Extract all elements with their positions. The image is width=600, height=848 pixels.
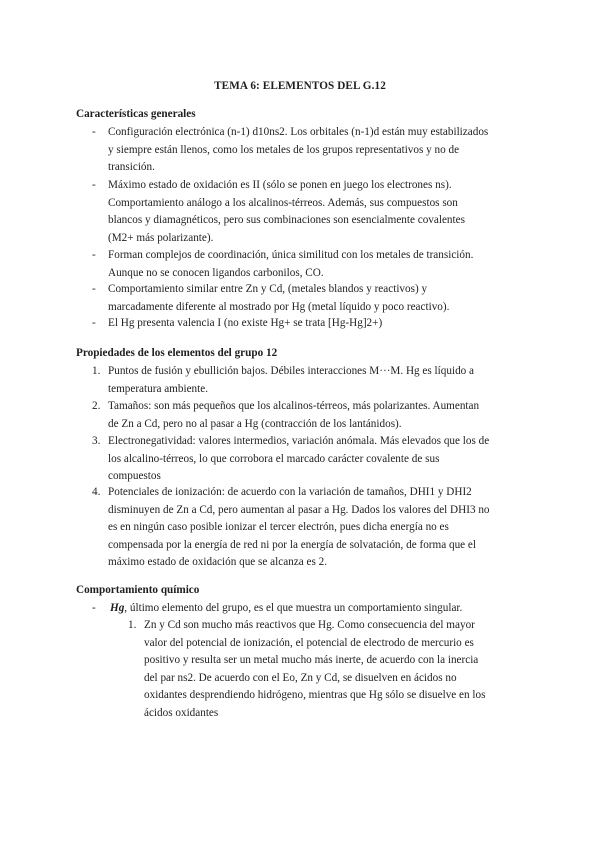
text-line: es en ningún caso posible ionizar el tercer electrón, pues dicha energía no es bbox=[108, 521, 449, 534]
text-line: y siempre están llenos, como los metales de los grupos representativos y no de bbox=[108, 143, 460, 156]
text-line: (M2+ más polarizante). bbox=[108, 231, 214, 244]
section-heading-comportamiento: Comportamiento químico bbox=[76, 584, 200, 596]
hg-emphasis: Hg bbox=[110, 602, 125, 614]
bullet-dash: - bbox=[92, 317, 96, 329]
text-line: Electronegatividad: valores intermedios, variación anómala. Más elevados que los de bbox=[108, 435, 490, 447]
bullet-dash: - bbox=[92, 126, 96, 138]
text-line: Configuración electrónica (n-1) d10ns2. Los orbitales (n-1)d están muy estabilizados bbox=[108, 126, 489, 138]
text-line: Puntos de fusión y ebullición bajos. Débiles interacciones M···M. Hg es líquido a bbox=[108, 365, 475, 377]
hg-description: , último elemento del grupo, es el que muestra un comportamiento singular. bbox=[124, 602, 463, 614]
number-marker: 1. bbox=[128, 619, 137, 631]
bullet-dash: - bbox=[92, 249, 96, 261]
text-line: Máximo estado de oxidación es II (sólo se ponen en juego los electrones ns). bbox=[108, 179, 452, 191]
bullet-dash: - bbox=[92, 602, 96, 614]
text-line: compuestos bbox=[108, 470, 161, 483]
text-line: de Zn a Cd, pero no al pasar a Hg (contracción de los lantánidos). bbox=[108, 417, 402, 430]
text-line: temperatura ambiente. bbox=[108, 382, 209, 395]
text-line: oxidantes desprendiendo hidrógeno, mientras que Hg sólo se disuelve en los bbox=[144, 689, 486, 702]
text-line: máximo estado de oxidación que se alcanza es 2. bbox=[108, 556, 328, 569]
number-marker: 4. bbox=[92, 486, 101, 498]
number-marker: 2. bbox=[92, 400, 101, 412]
page-title: TEMA 6: ELEMENTOS DEL G.12 bbox=[214, 80, 386, 92]
text-line: Tamaños: son más pequeños que los alcalinos-térreos, más polarizantes. Aumentan bbox=[108, 400, 480, 412]
text-line: los alcalino-térreos, lo que corrobora el marcado carácter covalente de sus bbox=[108, 452, 440, 465]
text-line bbox=[110, 600, 540, 618]
bullet-dash: - bbox=[92, 283, 96, 295]
text-line: positivo y resulta ser un metal mucho más inerte, de acuerdo con la inercia bbox=[144, 654, 479, 667]
text-line: marcadamente diferente al mostrado por Hg (metal líquido y poco reactivo). bbox=[108, 300, 450, 313]
text-line: Forman complejos de coordinación, única similitud con los metales de transición. bbox=[108, 249, 474, 261]
text-line: El Hg presenta valencia I (no existe Hg+ se trata [Hg-Hg]2+) bbox=[108, 317, 383, 329]
text-line: transición. bbox=[108, 161, 155, 174]
text-line: Comportamiento análogo a los alcalinos-térreos. Además, sus compuestos son bbox=[108, 196, 458, 209]
text-line: blancos y diamagnéticos, pero sus combinaciones son esencialmente covalentes bbox=[108, 214, 465, 227]
text-line: Zn y Cd son mucho más reactivos que Hg. Como consecuencia del mayor bbox=[144, 619, 475, 631]
bullet-dash: - bbox=[92, 179, 96, 191]
text-line: ácidos oxidantes bbox=[144, 706, 219, 719]
text-line: del par ns2. De acuerdo con el Eo, Zn y Cd, se disuelven en ácidos no bbox=[144, 671, 457, 684]
section-heading-propiedades: Propiedades de los elementos del grupo 12 bbox=[76, 347, 278, 359]
text-line: valor del potencial de ionización, el potencial de electrodo de mercurio es bbox=[144, 636, 474, 649]
number-marker: 1. bbox=[92, 365, 101, 377]
number-marker: 3. bbox=[92, 435, 101, 447]
section-heading-caracteristicas: Características generales bbox=[76, 108, 196, 120]
text-line: Potenciales de ionización: de acuerdo con la variación de tamaños, DHI1 y DHI2 bbox=[108, 486, 472, 498]
text-line: Aunque no se conocen ligandos carbonilos, CO. bbox=[108, 266, 324, 279]
text-line: compensada por la energía de red ni por la energía de solvatación, de forma que el bbox=[108, 538, 477, 551]
text-line: Comportamiento similar entre Zn y Cd, (metales blandos y reactivos) y bbox=[108, 283, 428, 295]
text-line: disminuyen de Zn a Cd, pero aumentan al pasar a Hg. Dados los valores del DHI3 no bbox=[108, 503, 490, 516]
